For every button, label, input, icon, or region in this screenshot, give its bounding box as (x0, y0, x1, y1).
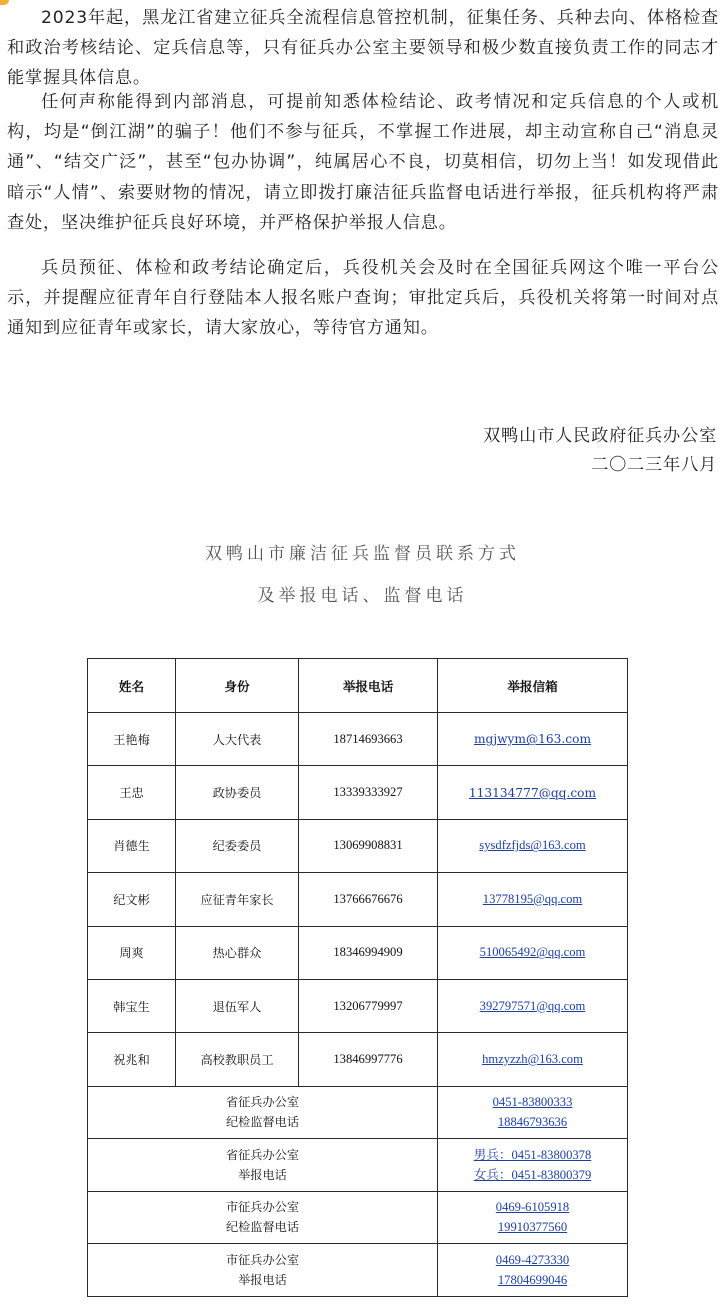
office-cell (88, 1139, 438, 1192)
office-phone-link[interactable]: 17804699046 (497, 1272, 568, 1287)
office-org: 省征兵办公室 (225, 1147, 300, 1162)
cell-name: 祝兆和 (88, 1033, 176, 1086)
office-cell (88, 1191, 438, 1244)
office-row (88, 1244, 628, 1297)
office-phones (438, 1191, 628, 1244)
office-type: 纪检监督电话 (225, 1115, 300, 1130)
cell-name: 王忠 (88, 766, 176, 819)
cell-role: 政协委员 (176, 766, 299, 819)
office-org: 省征兵办公室 (225, 1095, 300, 1110)
office-cell (88, 1244, 438, 1297)
table-row (88, 979, 628, 1032)
office-phone-link[interactable]: 女兵：0451-83800379 (473, 1167, 592, 1182)
email-link[interactable]: 392797571@qq.com (479, 998, 586, 1013)
table-header-row (88, 659, 628, 713)
cell-role: 应征青年家长 (176, 873, 299, 926)
email-link[interactable]: 113134777@qq.com (468, 785, 597, 800)
office-phones (438, 1086, 628, 1139)
office-type: 举报电话 (238, 1272, 287, 1287)
cell-phone: 18714693663 (299, 713, 438, 766)
contact-table (87, 658, 628, 1297)
table-row (88, 819, 628, 872)
office-phones (438, 1139, 628, 1192)
office-cell (88, 1086, 438, 1139)
office-type: 举报电话 (238, 1167, 287, 1182)
table-row (88, 926, 628, 979)
table-row (88, 766, 628, 819)
header-email: 举报信箱 (438, 659, 628, 713)
cell-role: 人大代表 (176, 713, 299, 766)
cell-role: 高校教职员工 (176, 1033, 299, 1086)
office-phone-link[interactable]: 男兵：0451-83800378 (473, 1147, 592, 1162)
header-role: 身份 (176, 659, 299, 713)
cell-phone: 13069908831 (299, 819, 438, 872)
header-phone: 举报电话 (299, 659, 438, 713)
email-link[interactable]: 13778195@qq.com (482, 891, 583, 906)
email-link[interactable]: sysdfzfjds@163.com (479, 838, 586, 853)
paragraph-1: 2023年起，黑龙江省建立征兵全流程信息管控机制，征集任务、兵种去向、体格检查和政治考核结论、定兵信息等，只有征兵办公室主要领导和极少数直接负责工作的同志才能掌握具体信息。 (7, 8, 719, 89)
office-org: 市征兵办公室 (225, 1200, 300, 1215)
header-name: 姓名 (88, 659, 176, 713)
paragraph-3: 兵员预征、体检和政考结论确定后，兵役机关会及时在全国征兵网这个唯一平台公示，并提醒应征青年自行登陆本人报名账户查询；审批定兵后，兵役机关将第一时间对点通知到应征青年或家长，请大家放心，等待官方通知。 (7, 258, 719, 339)
signature-org: 双鸭山市人民政府征兵办公室 (483, 426, 717, 446)
office-phone-link[interactable]: 18846793636 (497, 1115, 568, 1130)
table-row (88, 1033, 628, 1086)
table-row (88, 713, 628, 766)
cell-name: 王艳梅 (88, 713, 176, 766)
cell-name: 韩宝生 (88, 979, 176, 1032)
office-phone-link[interactable]: 0451-83800333 (492, 1095, 573, 1110)
email-link[interactable]: hmzyzzh@163.com (482, 1052, 583, 1067)
cell-name: 周爽 (88, 926, 176, 979)
table-row (88, 873, 628, 926)
cell-role: 纪委委员 (176, 819, 299, 872)
office-phone-link[interactable]: 19910377560 (497, 1220, 568, 1235)
cell-role: 热心群众 (176, 926, 299, 979)
signature-date: 二〇二三年八月 (591, 455, 717, 475)
office-phone-link[interactable]: 0469-4273330 (495, 1252, 570, 1267)
office-type: 纪检监督电话 (225, 1220, 300, 1235)
cell-role: 退伍军人 (176, 979, 299, 1032)
cell-name: 肖德生 (88, 819, 176, 872)
office-org: 市征兵办公室 (225, 1252, 300, 1267)
cell-phone: 13206779997 (299, 979, 438, 1032)
cell-phone: 13846997776 (299, 1033, 438, 1086)
office-row (88, 1086, 628, 1139)
email-link[interactable]: mgjwym@163.com (473, 732, 592, 747)
cell-name: 纪文彬 (88, 873, 176, 926)
office-row (88, 1139, 628, 1192)
office-row (88, 1191, 628, 1244)
table-title-line2: 及举报电话、监督电话 (257, 586, 468, 606)
cell-phone: 18346994909 (299, 926, 438, 979)
paragraph-2: 任何声称能得到内部消息，可提前知悉体检结论、政考情况和定兵信息的个人或机构，均是“倒江湖”的骗子！他们不参与征兵，不掌握工作进展，却主动宣称自己“消息灵通”、“结交广泛”，甚至“包办协调”，纯属居心不良，切莫相信，切勿上当！如发现借此暗示“人情”、索要财物的情况，请立即拨打廉洁征兵监督电话进行举报，征兵机构将严肃查处，坚决维护征兵良好环境，并严格保护举报人信息。 (7, 92, 719, 233)
table-title-line1: 双鸭山市廉洁征兵监督员联系方式 (205, 544, 520, 564)
email-link[interactable]: 510065492@qq.com (479, 945, 586, 960)
office-phone-link[interactable]: 0469-6105918 (495, 1200, 570, 1215)
cell-phone: 13766676676 (299, 873, 438, 926)
office-phones (438, 1244, 628, 1297)
cell-phone: 13339333927 (299, 766, 438, 819)
